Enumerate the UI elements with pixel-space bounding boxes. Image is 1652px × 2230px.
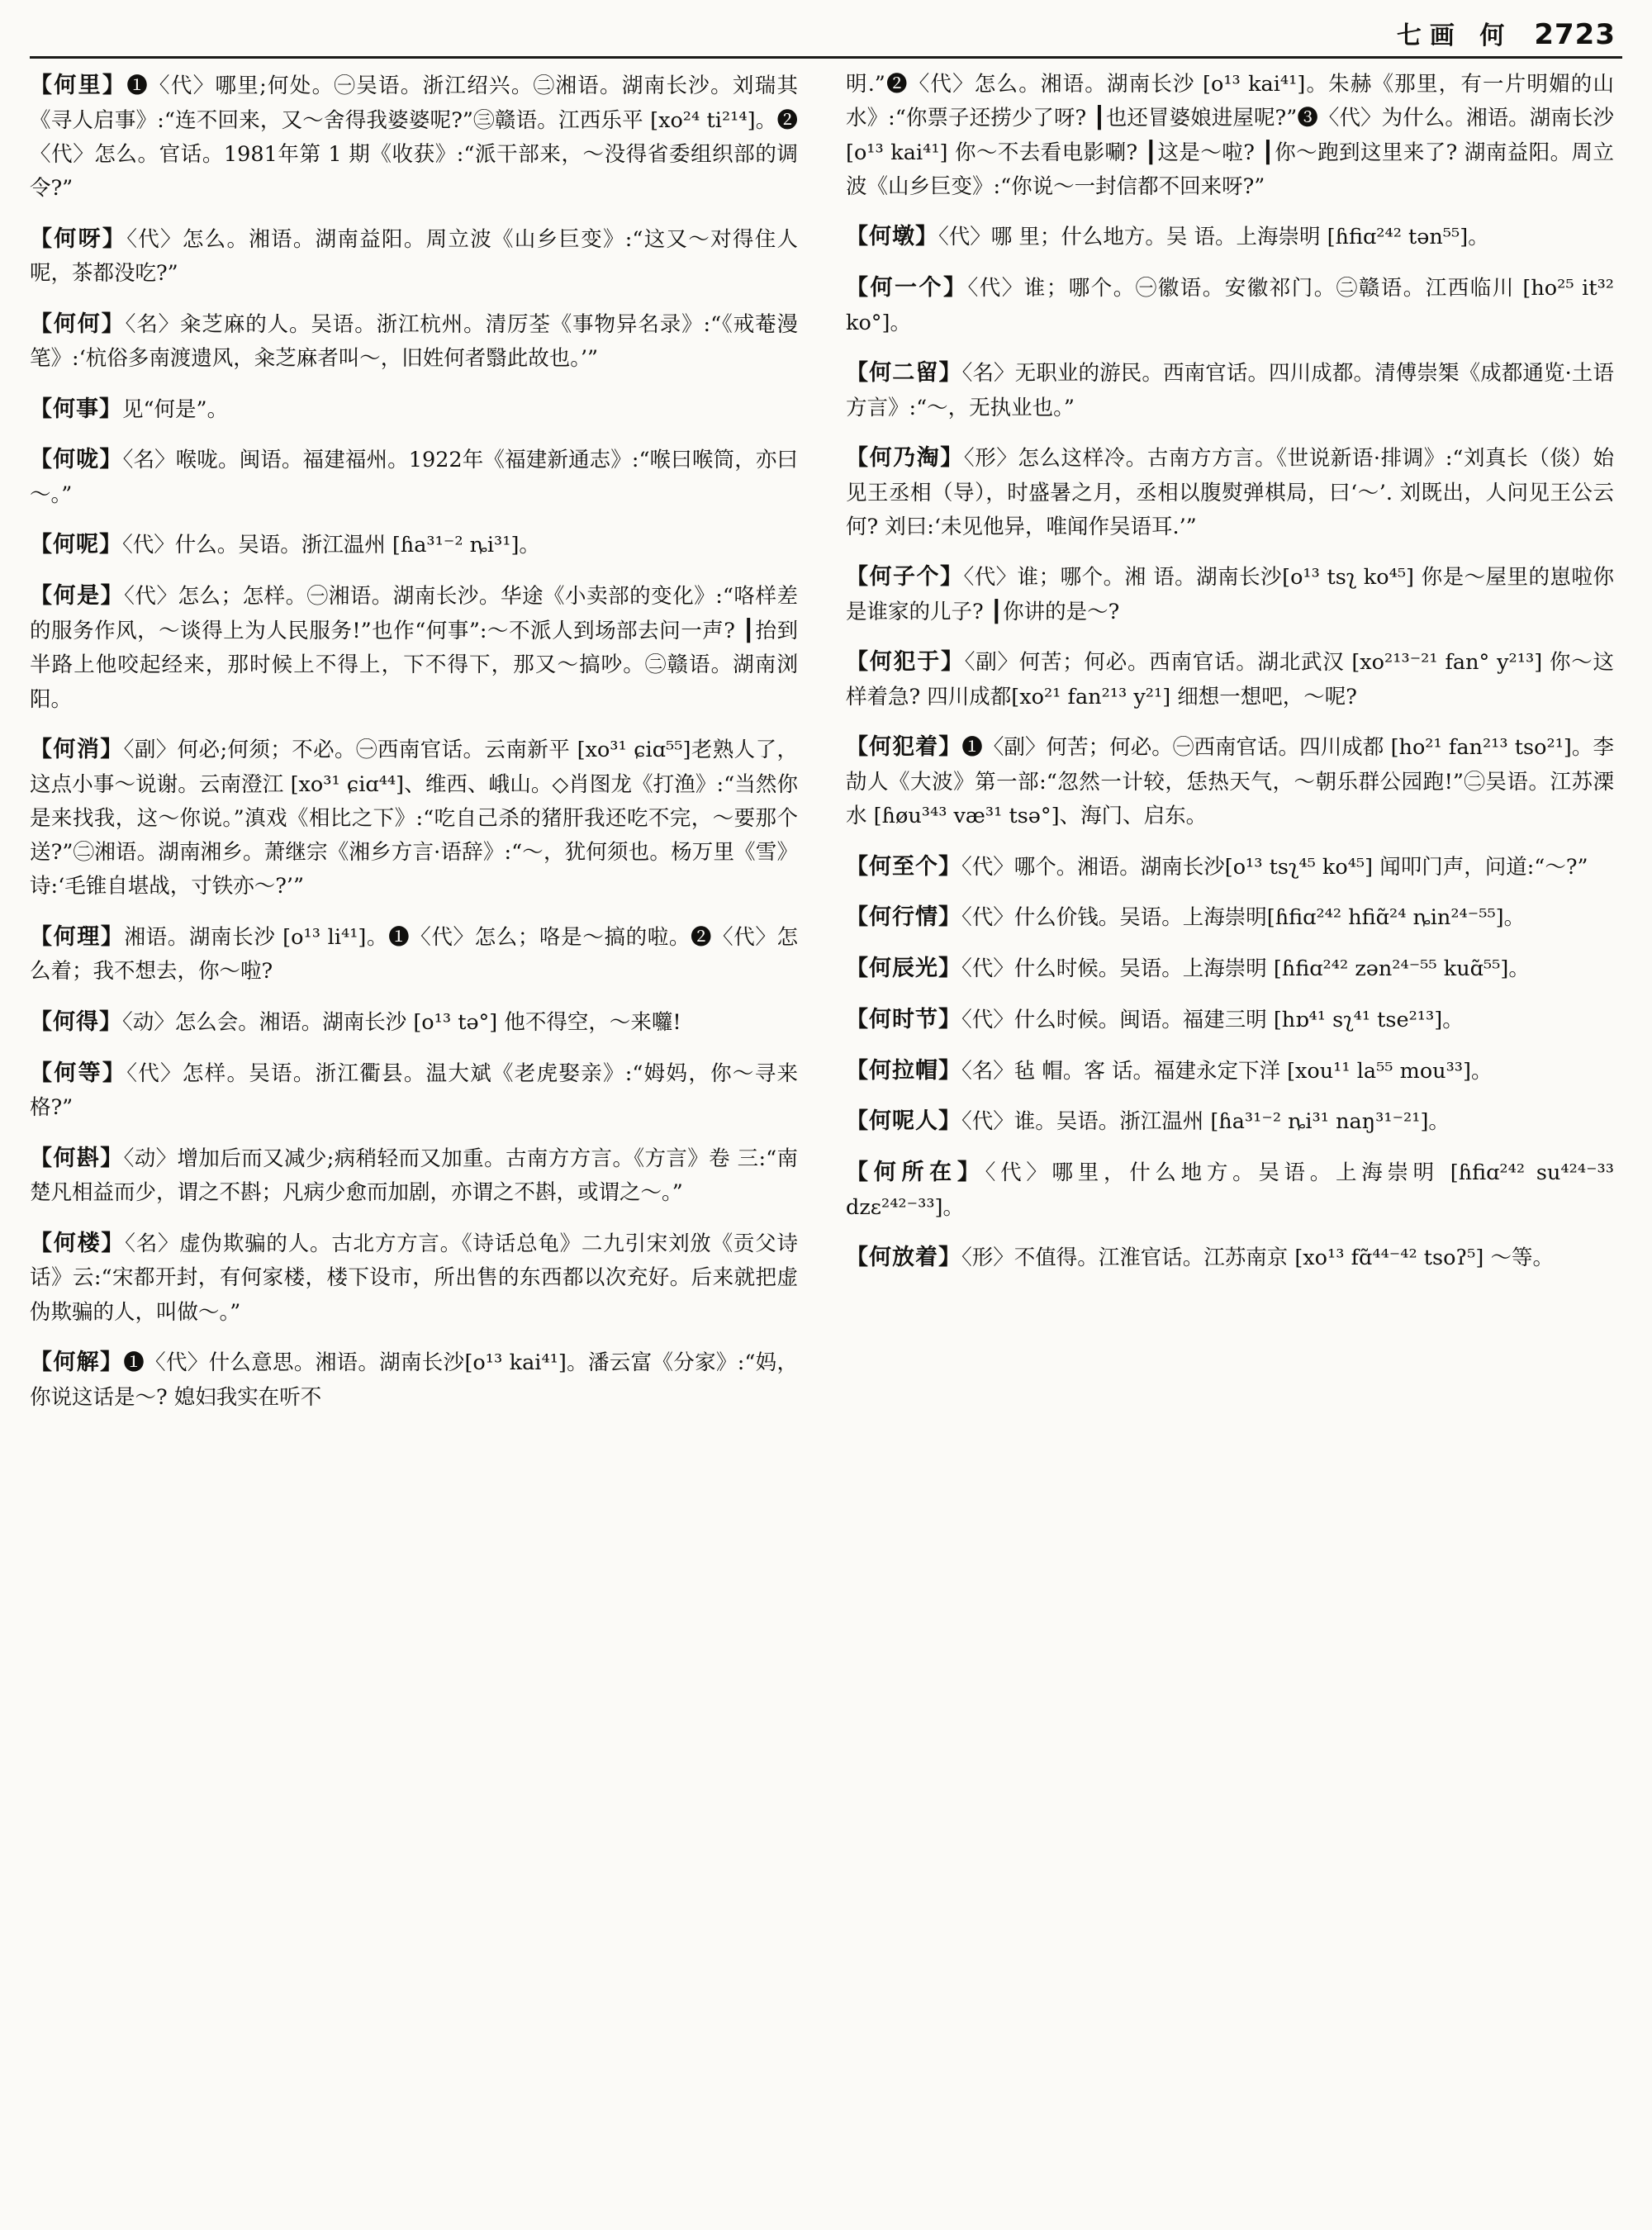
- dictionary-entry: [846, 1002, 1614, 1038]
- dictionary-entry: [30, 527, 798, 563]
- entry-headword: 【何呢人】: [846, 1108, 961, 1135]
- dictionary-entry: [30, 221, 798, 292]
- dictionary-entry: [30, 1226, 798, 1330]
- entry-body: 〈代〉哪里，什么地方。吴语。上海崇明 [ɦfiɑ²⁴² su⁴²⁴⁻³³ dzɛ²⁴²⁻³³]。: [846, 1160, 1615, 1220]
- dictionary-entry: [30, 1141, 798, 1211]
- entry-body: 〈代〉谁；哪个。㊀徽语。安徽祁门。㊁赣语。江西临川 [ho²⁵ it³² ko°]。: [846, 275, 1615, 335]
- entry-headword: 【何等】: [30, 1060, 127, 1086]
- dictionary-entry: [30, 391, 798, 428]
- entry-body: 〈动〉怎么会。湘语。湖南长沙 [o¹³ tə°] 他不得空，～来囖!: [122, 1009, 681, 1035]
- entry-body: 〈代〉什么时候。吴语。上海崇明 [ɦfiɑ²⁴² zən²⁴⁻⁵⁵ kuɑ̃⁵⁵]。: [961, 956, 1530, 982]
- entry-headword: 【何放着】: [846, 1245, 961, 1271]
- entry-body: 〈形〉不值得。江淮官话。江苏南京 [xo¹³ fɑ̃⁴⁴⁻⁴² tsoʔ⁵] ～等。: [961, 1245, 1554, 1271]
- entry-headword: 【何消】: [30, 736, 124, 762]
- column-right: [846, 68, 1614, 2213]
- entry-body: ❶〈副〉何苦；何必。㊀西南官话。四川成都 [ho²¹ fan²¹³ tso²¹]。李劼人《大波》第一部:“忽然一计较，恁热天气，～朝乐群公园跑!”㊁吴语。江苏溧水 [ɦøu³⁴³ væ³¹ tsə°]、海门、启东。: [846, 735, 1614, 829]
- entry-headword: 【何二留】: [846, 359, 962, 386]
- dictionary-entry: [846, 951, 1614, 987]
- running-head: 七画 何: [1396, 21, 1513, 50]
- entry-headword: 【何何】: [30, 311, 126, 337]
- entry-body: 〈名〉虚伪欺骗的人。古北方方言。《诗话总龟》二九引宋刘攽《贡父诗话》云:“宋都开封，有何家楼，楼下设市，所出售的东西都以次充好。后来就把虚伪欺骗的人，叫做～。”: [30, 1231, 799, 1325]
- entry-body: 〈动〉增加后而又减少;病稍轻而又加重。古南方方言。《方言》卷 三:“南楚凡相益而少，谓之不斟；凡病少愈而加剧，亦谓之不斟，或谓之～。”: [30, 1146, 799, 1206]
- dictionary-entry: [30, 442, 798, 512]
- entry-headword: 【何拉帽】: [846, 1057, 961, 1084]
- entry-headword: 【何呀】: [30, 225, 127, 252]
- dictionary-entry: [846, 1103, 1614, 1140]
- column-left: [30, 68, 798, 2213]
- entry-body: 〈副〉何必;何须；不必。㊀西南官话。云南新平 [xo³¹ ɕiɑ⁵⁵]老熟人了，这点小事～说谢。云南澄江 [xo³¹ ɕiɑ⁴⁴]、维西、峨山。◇肖图龙《打渔》:“当然你是来找我，这～你说。”滇戏《相比之下》:“吃自己杀的猪肝我还吃不完，～要那个送?”㊁湘语。湖南湘乡。萧继宗《湘乡方言·语辞》:“～，犹何须也。杨万里《雪》诗:‘毛锥自堪战，寸铁亦～?’”: [30, 737, 798, 899]
- entry-headword: 【何乃淘】: [846, 444, 964, 471]
- entry-body: 〈名〉喉咙。闽语。福建福州。1922年《福建新通志》:“喉曰喉筒，亦曰～。”: [30, 448, 799, 508]
- entry-headword: 【何咙】: [30, 447, 123, 473]
- entry-body: 〈副〉何苦；何必。西南官话。湖北武汉 [xo²¹³⁻²¹ fan° y²¹³] 你～这样着急? 四川成都[xo²¹ fan²¹³ y²¹] 细想一想吧，～呢?: [846, 650, 1615, 710]
- entry-headword: 【何犯于】: [846, 649, 965, 676]
- entry-body: 湘语。湖南长沙 [o¹³ li⁴¹]。❶〈代〉怎么；咯是～搞的啦。❷〈代〉怎么着；我不想去，你～啦?: [30, 924, 798, 985]
- dictionary-entry: [30, 68, 798, 206]
- entry-body: 〈代〉哪个。湘语。湖南长沙[o¹³ tsʅ⁴⁵ ko⁴⁵] 闻叩门声，问道:“～?”: [961, 854, 1588, 880]
- entry-headword: 【何子个】: [846, 564, 964, 591]
- header-rule: [30, 56, 1622, 59]
- dictionary-entry: [846, 644, 1614, 714]
- entry-body: 见“何是”。: [122, 396, 229, 422]
- dictionary-entry: [846, 1240, 1614, 1276]
- dictionary-entry: [846, 729, 1614, 833]
- dictionary-entry: [846, 270, 1614, 340]
- dictionary-entry: [846, 355, 1614, 425]
- entry-headword: 【何行情】: [846, 904, 961, 931]
- entry-headword: 【何解】: [30, 1349, 124, 1375]
- entry-headword: 【何是】: [30, 583, 125, 610]
- entry-body: 〈代〉什么价钱。吴语。上海崇明[ɦfiɑ²⁴² hfiɑ̃²⁴ ȵin²⁴⁻⁵⁵]。: [961, 905, 1526, 931]
- dictionary-entry: [30, 1004, 798, 1041]
- dictionary-entry: [30, 1345, 798, 1415]
- entry-headword: 【何墩】: [846, 224, 938, 250]
- entry-body: 〈代〉哪 里；什么地方。吴 语。上海崇明 [ɦfiɑ²⁴² tən⁵⁵]。: [938, 225, 1489, 250]
- dictionary-entry: [30, 1056, 798, 1126]
- entry-headword: 【何时节】: [846, 1006, 961, 1032]
- dictionary-entry: [846, 849, 1614, 885]
- entry-body: 〈形〉怎么这样冷。古南方方言。《世说新语·排调》:“刘真长（倓）始见王丞相（导），时盛暑之月，丞相以腹熨弹棋局，曰‘～’. 刘既出，人问见王公云何? 刘曰:‘未见他异，唯闻作吴语耳.’”: [846, 445, 1614, 540]
- dictionary-entry: [30, 919, 798, 989]
- entry-headword: 【何辰光】: [846, 956, 961, 982]
- entry-body: 〈代〉怎么；怎样。㊀湘语。湖南长沙。华途《小卖部的变化》:“咯样差的服务作风，～谈得上为人民服务!”也作“何事”:～不派人到场部去问一声? ┃抬到半路上他咬起经来，那时候上不得上，下不得下，那又～搞吵。㊁赣语。湖南浏阳。: [30, 584, 799, 712]
- entry-body: 〈代〉什么。吴语。浙江温州 [ɦa³¹⁻² ȵi³¹]。: [122, 533, 540, 558]
- dictionary-entry: [846, 899, 1614, 936]
- entry-body: 〈代〉谁。吴语。浙江温州 [ɦa³¹⁻² ȵi³¹ naŋ³¹⁻²¹]。: [961, 1109, 1450, 1135]
- dictionary-entry: [30, 306, 798, 377]
- dictionary-entry: [846, 440, 1614, 544]
- entry-headword: 【何犯着】: [846, 734, 962, 761]
- entry-headword: 【何理】: [30, 923, 125, 950]
- page-number: 2723: [1534, 18, 1616, 51]
- entry-headword: 【何楼】: [30, 1230, 126, 1256]
- dictionary-entry: [30, 578, 798, 717]
- dictionary-entry: [846, 1053, 1614, 1089]
- entry-headword: 【何一个】: [846, 274, 968, 301]
- entry-body: 〈代〉谁；哪个。湘 语。湖南长沙[o¹³ tsʅ ko⁴⁵] 你是～屋里的崽啦你是谁家的儿子? ┃你讲的是～?: [846, 565, 1615, 625]
- entry-body: 〈名〉籴芝麻的人。吴语。浙江杭州。清厉荃《事物异名录》:“《戒菴漫笔》:‘杭俗多南渡遗风，籴芝麻者叫～，旧姓何者翳此故也。’”: [30, 311, 798, 372]
- page-header: [1397, 15, 1616, 51]
- entry-body: 〈名〉无职业的游民。西南官话。四川成都。清傅崇榘《成都通览·土语方言》:“～，无执业也。”: [846, 360, 1615, 420]
- dictionary-entry-continued: [846, 68, 1614, 204]
- entry-headword: 【何事】: [30, 396, 122, 422]
- dictionary-entry: [846, 1155, 1614, 1225]
- entry-headword: 【何得】: [30, 1008, 122, 1035]
- entry-headword: 【何斟】: [30, 1145, 124, 1171]
- entry-body: 〈名〉毡 帽。客 话。福建永定下洋 [xou¹¹ la⁵⁵ mou³³]。: [961, 1058, 1493, 1084]
- entry-headword: 【何呢】: [30, 532, 122, 558]
- entry-body: 〈代〉怎样。吴语。浙江衢县。温大斌《老虎娶亲》:“姆妈，你～寻来格?”: [30, 1060, 799, 1121]
- entry-headword: 【何所在】: [846, 1160, 985, 1186]
- dictionary-entry: [846, 559, 1614, 629]
- page-columns: [30, 68, 1622, 2213]
- dictionary-entry: [30, 732, 798, 904]
- entry-body: ❶〈代〉哪里;何处。㊀吴语。浙江绍兴。㊁湘语。湖南长沙。刘瑞其《寻人启事》:“连不回来，又～舍得我婆婆呢?”㊂赣语。江西乐平 [xo²⁴ ti²¹⁴]。❷〈代〉怎么。官话。1981年第 1 期《收获》:“派干部来，～没得省委组织部的调令?”: [30, 74, 799, 202]
- entry-body: 明.”❷〈代〉怎么。湘语。湖南长沙 [o¹³ kai⁴¹]。朱赫《那里，有一片明媚的山水》:“你票子还捞少了呀? ┃也还冒婆娘进屋呢?”❸〈代〉为什么。湘语。湖南长沙 [o¹³ kai⁴¹] 你～不去看电影唰? ┃这是～啦? ┃你～跑到这里来了? 湖南益阳。周立波《山乡巨变》:“你说～一封信都不回来呀?”: [846, 72, 1614, 199]
- entry-body: 〈代〉什么时候。闽语。福建三明 [hɒ⁴¹ sʅ⁴¹ tse²¹³]。: [961, 1007, 1464, 1032]
- entry-headword: 【何里】: [30, 73, 127, 98]
- entry-headword: 【何至个】: [846, 853, 961, 880]
- entry-body: 〈代〉怎么。湘语。湖南益阳。周立波《山乡巨变》:“这又～对得住人呢，茶都没吃?”: [30, 226, 799, 287]
- dictionary-entry: [846, 219, 1614, 255]
- entry-body: ❶〈代〉什么意思。湘语。湖南长沙[o¹³ kai⁴¹]。潘云富《分家》:“妈，你说这话是～? 媳妇我实在听不: [30, 1350, 799, 1410]
